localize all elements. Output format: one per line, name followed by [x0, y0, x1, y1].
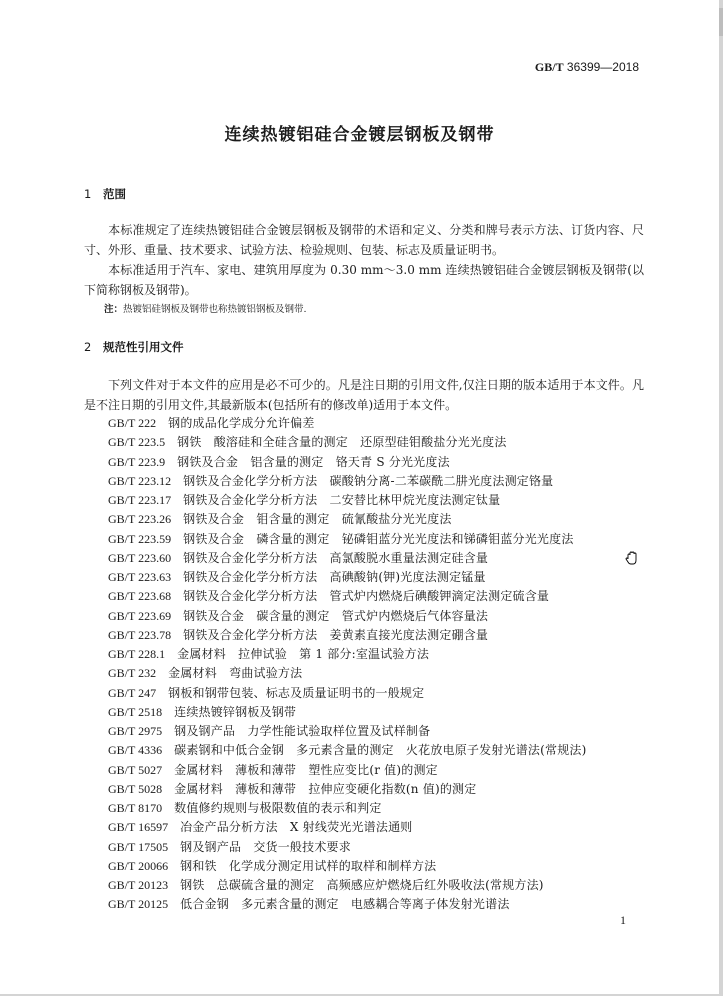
section-title: 规范性引用文件 [103, 340, 184, 354]
reference-code: GB/T 223.78 [108, 627, 172, 642]
references-list [108, 414, 648, 915]
reference-code: GB/T 5028 [108, 781, 163, 796]
reference-item [108, 453, 648, 472]
reference-code: GB/T 223.26 [108, 512, 172, 527]
reference-title: 金属材料 拉伸试验 第 1 部分:室温试验方法 [177, 647, 430, 661]
reference-title: 冶金产品分析方法 X 射线荧光光谱法通则 [180, 820, 413, 835]
section-title: 范围 [103, 187, 126, 201]
reference-code: GB/T 2975 [108, 724, 163, 738]
reference-code: GB/T 4336 [108, 743, 163, 758]
reference-code: GB/T 8170 [108, 801, 163, 815]
reference-title: 数值修约规则与极限数值的表示和判定 [174, 801, 382, 815]
reference-code: GB/T 20123 [108, 878, 169, 892]
hand-pointer-icon [624, 550, 640, 566]
scope-note [104, 301, 307, 315]
reference-code: GB/T 228.1 [108, 647, 166, 661]
document-title: 连续热镀铝硅合金镀层钢板及钢带 [224, 125, 495, 145]
references-intro [84, 375, 644, 415]
reference-title: 金属材料 弯曲试验方法 [168, 666, 303, 681]
reference-title: 钢铁及合金化学分析方法 高氯酸脱水重量法测定硅含量 [183, 550, 489, 565]
reference-item [108, 414, 648, 433]
reference-item [108, 510, 648, 529]
reference-code: GB/T 223.60 [108, 550, 172, 565]
reference-item [108, 587, 648, 606]
reference-title: 钢铁及合金化学分析方法 高碘酸钠(钾)光度法测定锰量 [183, 570, 486, 584]
reference-title: 钢及钢产品 交货一般技术要求 [180, 839, 351, 854]
reference-item [108, 741, 648, 760]
reference-title: 连续热镀锌钢板及钢带 [174, 704, 297, 719]
reference-code: GB/T 222 [108, 416, 157, 430]
reference-code: GB/T 2518 [108, 704, 163, 719]
paragraph-text: 本标准适用于汽车、家电、建筑用厚度为 0.30 mm～3.0 mm 连续热镀铝硅合金镀层钢板及钢带(以下简称钢板及钢带)。 [84, 263, 644, 297]
reference-code: GB/T 223.9 [108, 454, 166, 469]
reference-code: GB/T 16597 [108, 820, 169, 835]
scope-paragraph-2 [84, 260, 644, 300]
reference-item [108, 664, 648, 683]
reference-item [108, 780, 648, 799]
reference-item [108, 549, 648, 568]
reference-code: GB/T 223.59 [108, 531, 172, 546]
reference-code: GB/T 223.63 [108, 570, 172, 584]
reference-title: 金属材料 薄板和薄带 塑性应变比(r 值)的测定 [174, 762, 438, 777]
reference-title: 碳素钢和中低合金钢 多元素含量的测定 火花放电原子发射光谱法(常规法) [174, 743, 587, 758]
section-2-heading [84, 339, 184, 355]
reference-code: GB/T 247 [108, 685, 157, 700]
section-number: 2 [84, 340, 92, 354]
reference-item [108, 703, 648, 722]
reference-code: GB/T 5027 [108, 762, 163, 777]
reference-title: 钢铁及合金化学分析方法 管式炉内燃烧后碘酸钾滴定法测定硫含量 [183, 589, 550, 604]
reference-item [108, 626, 648, 645]
reference-code: GB/T 223.17 [108, 493, 172, 507]
reference-item [108, 568, 648, 587]
scrollbar-thumb[interactable] [719, 8, 723, 36]
reference-title: 钢的成品化学成分允许偏差 [168, 416, 315, 430]
reference-code: GB/T 232 [108, 666, 157, 681]
reference-title: 钢铁及合金化学分析方法 碳酸钠分离-二苯碳酰二肼光度法测定铬量 [183, 473, 554, 488]
note-label: 注： [104, 304, 124, 315]
vertical-scrollbar[interactable] [719, 0, 723, 996]
standard-code [535, 60, 639, 75]
note-text: 热镀铝硅钢板及钢带也称热镀铝钢板及钢带. [123, 304, 307, 315]
reference-item [108, 607, 648, 626]
reference-title: 钢及钢产品 力学性能试验取样位置及试样制备 [174, 724, 431, 738]
section-1-heading [84, 186, 126, 202]
reference-title: 钢铁 酸溶硅和全硅含量的测定 还原型硅钼酸盐分光光度法 [177, 435, 507, 450]
reference-title: 钢铁及合金化学分析方法 二安替比林甲烷光度法测定钛量 [183, 493, 501, 507]
reference-code: GB/T 223.12 [108, 473, 172, 488]
reference-title: 钢铁及合金 碳含量的测定 管式炉内燃烧后气体容量法 [183, 608, 489, 623]
scope-paragraph-1 [84, 220, 644, 260]
reference-title: 钢铁及合金 铝含量的测定 铬天青 S 分光光度法 [177, 454, 450, 469]
reference-title: 低合金钢 多元素含量的测定 电感耦合等离子体发射光谱法 [180, 897, 510, 912]
reference-item [108, 491, 648, 510]
reference-item [108, 818, 648, 837]
reference-item [108, 645, 648, 664]
reference-item [108, 684, 648, 703]
reference-code: GB/T 20125 [108, 897, 169, 912]
reference-item [108, 433, 648, 452]
paragraph-text: 本标准规定了连续热镀铝硅合金镀层钢板及钢带的术语和定义、分类和牌号表示方法、订货内容、尺寸、外形、重量、技术要求、试验方法、检验规则、包装、标志及质量证明书。 [84, 223, 644, 257]
reference-title: 钢铁及合金 磷含量的测定 铋磷钼蓝分光光度法和锑磷钼蓝分光光度法 [183, 531, 574, 546]
reference-title: 钢和铁 化学成分测定用试样的取样和制样方法 [180, 858, 437, 873]
reference-code: GB/T 20066 [108, 858, 169, 873]
paragraph-text: 下列文件对于本文件的应用是必不可少的。凡是注日期的引用文件,仅注日期的版本适用于本文件。凡是不注日期的引用文件,其最新版本(包括所有的修改单)适用于本文件。 [84, 378, 644, 412]
reference-item [108, 472, 648, 491]
reference-item [108, 761, 648, 780]
reference-item [108, 857, 648, 876]
standard-number: 36399—2018 [566, 60, 639, 74]
reference-item [108, 799, 648, 818]
reference-code: GB/T 223.69 [108, 608, 172, 623]
reference-item [108, 722, 648, 741]
reference-title: 钢板和钢带包装、标志及质量证明书的一般规定 [168, 685, 425, 700]
reference-title: 钢铁及合金 钼含量的测定 硫氰酸盐分光光度法 [183, 512, 452, 527]
reference-title: 钢铁 总碳硫含量的测定 高频感应炉燃烧后红外吸收法(常规方法) [180, 878, 544, 892]
page-number: 1 [620, 913, 626, 927]
reference-code: GB/T 223.68 [108, 589, 172, 604]
reference-item [108, 876, 648, 895]
reference-title: 钢铁及合金化学分析方法 姜黄素直接光度法测定硼含量 [183, 627, 489, 642]
reference-title: 金属材料 薄板和薄带 拉伸应变硬化指数(n 值)的测定 [174, 781, 477, 796]
reference-item [108, 530, 648, 549]
reference-code: GB/T 17505 [108, 839, 169, 854]
reference-code: GB/T 223.5 [108, 435, 166, 450]
reference-item [108, 838, 648, 857]
section-number: 1 [84, 187, 92, 201]
reference-item [108, 895, 648, 914]
standard-prefix: GB/T [534, 60, 564, 74]
